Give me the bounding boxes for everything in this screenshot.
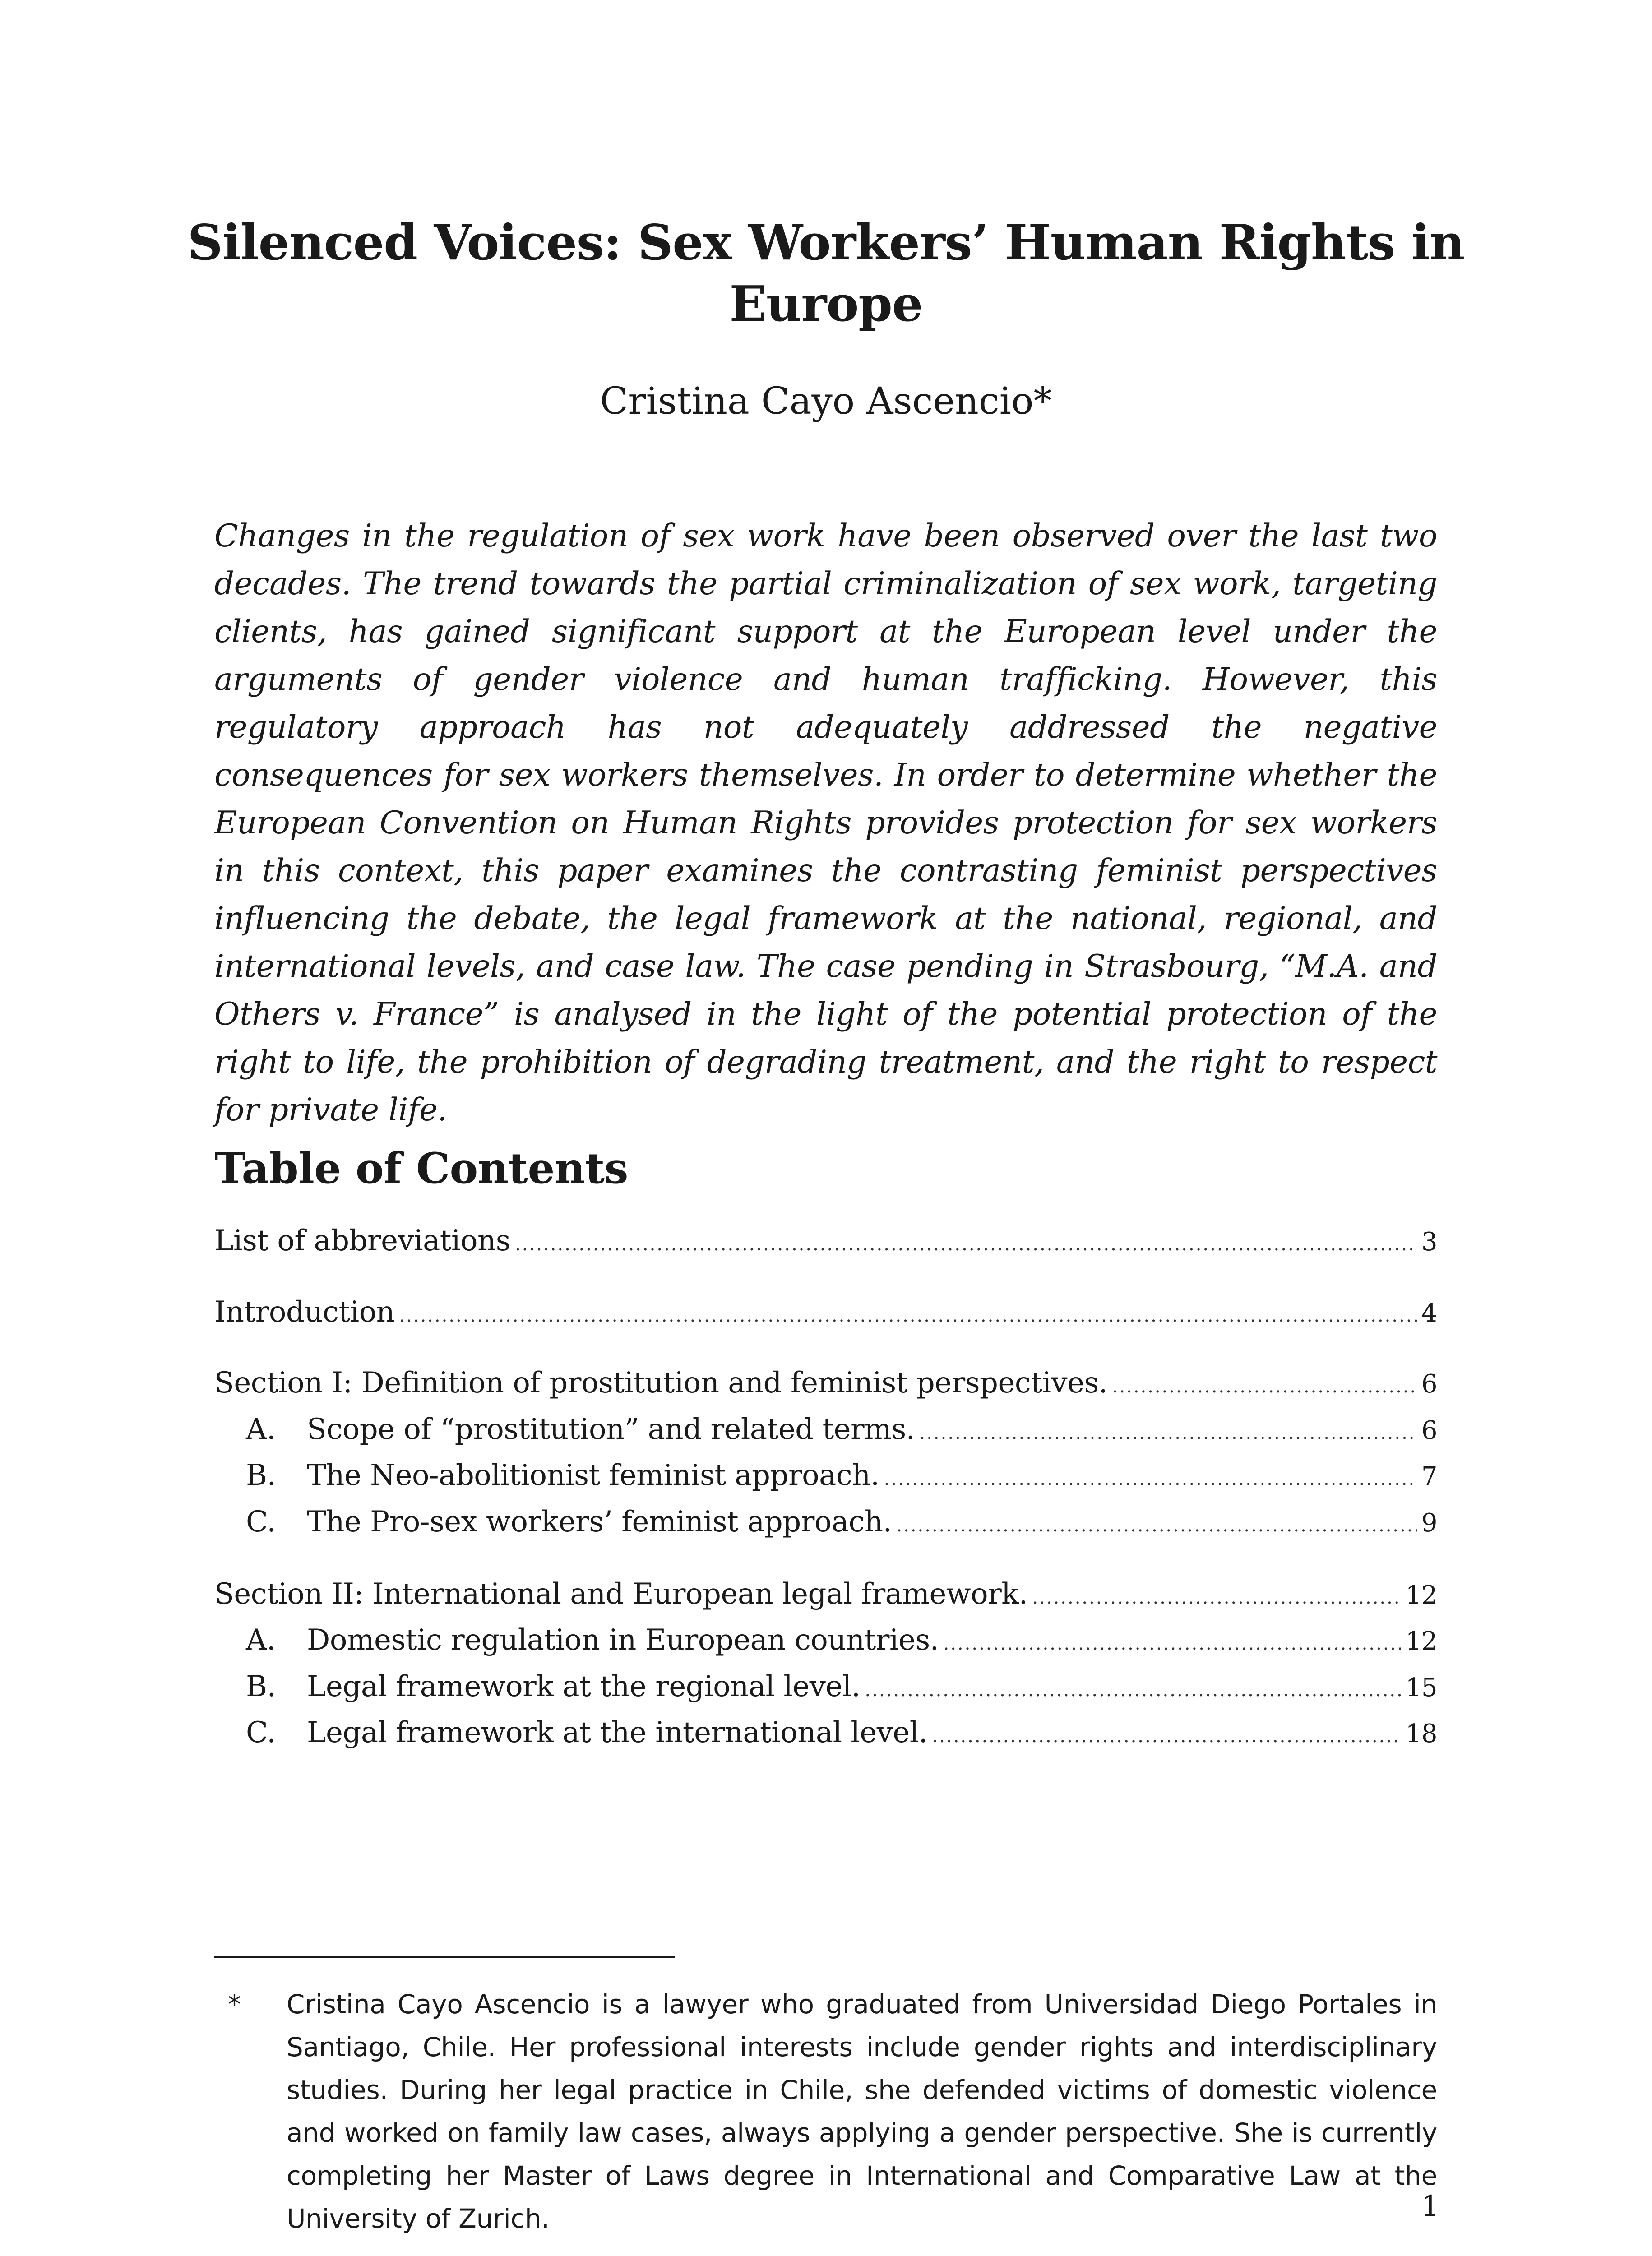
toc-entry-letter: B. — [246, 1670, 276, 1703]
toc-entry-section-2-b[interactable] — [214, 1664, 1437, 1709]
toc-entry-page: 18 — [1405, 1719, 1437, 1748]
toc-entry-list-of-abbreviations[interactable] — [214, 1218, 1437, 1263]
toc-leader-dots — [944, 1621, 1401, 1666]
toc-entry-text: Domestic regulation in European countries. — [307, 1623, 939, 1657]
toc-entry-introduction[interactable] — [214, 1290, 1437, 1335]
toc-entry-section-1-b[interactable] — [214, 1453, 1437, 1498]
footnote-text: Cristina Cayo Ascencio is a lawyer who graduated from Universidad Diego Portales in Santiago, Chile. Her professional interests include gender rights and interdisciplinary studies. During her legal practice in Chile, she defended victims of domestic violence and worked on family law cases, always applying a gender perspective. She is currently completing her Master of Laws degree in International and Comparative Law at the University of Zurich. — [287, 1989, 1437, 2234]
toc-entry-page: 3 — [1421, 1227, 1437, 1257]
toc-leader-dots — [865, 1668, 1401, 1713]
toc-entry-letter: A. — [246, 1413, 276, 1446]
paper-title: Silenced Voices: Sex Workers’ Human Rights in Europe — [187, 214, 1465, 333]
toc-entry-text: Scope of “prostitution” and related terms. — [307, 1413, 915, 1446]
toc-entry-section-1-c[interactable] — [214, 1499, 1437, 1544]
abstract-paragraph: Changes in the regulation of sex work have been observed over the last two decades. The trend towards the partial criminalization of sex work, targeting clients, has gained significant support at the European level under the arguments of gender violence and human trafficking. However, this regulatory approach has not adequately addressed the negative consequences for sex workers themselves. In order to determine whether the European Convention on Human Rights provides protection for sex workers in this context, this paper examines the contrasting feminist perspectives influencing the debate, the legal framework at the national, regional, and international levels, and case law. The case pending in Strasbourg, “M.A. and Others v. France” is analysed in the light of the potential protection of the right to life, the prohibition of degrading treatment, and the right to respect for private life. — [214, 518, 1437, 1128]
toc-leader-dots — [896, 1503, 1416, 1548]
toc-heading: Table of Contents — [214, 1144, 628, 1193]
toc-leader-dots — [1112, 1364, 1417, 1409]
toc-leader-dots — [884, 1456, 1417, 1502]
toc-entry-text: List of abbreviations — [214, 1224, 511, 1257]
toc-leader-dots — [399, 1293, 1417, 1338]
toc-leader-dots — [920, 1410, 1417, 1456]
toc-entry-section-1-a[interactable] — [214, 1407, 1437, 1452]
toc-entry-page: 15 — [1405, 1673, 1437, 1702]
toc-entry-letter: C. — [246, 1716, 276, 1749]
toc-leader-dots — [515, 1222, 1417, 1267]
toc-entry-page: 12 — [1405, 1581, 1437, 1610]
toc-entry-text: Section I: Definition of prostitution and feminist perspectives. — [214, 1366, 1108, 1400]
toc-entry-section-2-c[interactable] — [214, 1710, 1437, 1755]
toc-entry-page: 9 — [1421, 1508, 1437, 1538]
toc-entry-letter: A. — [246, 1623, 276, 1657]
toc-leader-dots — [932, 1714, 1401, 1759]
toc-entry-page: 6 — [1421, 1369, 1437, 1399]
toc-entry-text: Section II: International and European legal framework. — [214, 1577, 1028, 1611]
toc-entry-section-2[interactable] — [214, 1572, 1437, 1617]
toc-entry-page: 12 — [1405, 1627, 1437, 1656]
toc-entry-text: Legal framework at the regional level. — [307, 1670, 861, 1703]
toc-entry-letter: C. — [246, 1505, 276, 1539]
toc-entry-letter: B. — [246, 1459, 276, 1492]
toc-entry-text: The Neo-abolitionist feminist approach. — [307, 1459, 879, 1492]
toc-entry-text: The Pro-sex workers’ feminist approach. — [307, 1505, 892, 1539]
toc-entry-section-1[interactable] — [214, 1360, 1437, 1405]
footnote-mark: * — [228, 1989, 241, 2020]
toc-entry-text: Legal framework at the international level. — [307, 1716, 928, 1749]
toc-entry-page: 6 — [1421, 1416, 1437, 1445]
toc-leader-dots — [1032, 1575, 1401, 1620]
toc-entry-page: 4 — [1421, 1299, 1437, 1328]
toc-entry-text: Introduction — [214, 1295, 395, 1329]
author-name: Cristina Cayo Ascencio* — [600, 380, 1052, 423]
toc-entry-page: 7 — [1421, 1462, 1437, 1491]
toc-entry-section-2-a[interactable] — [214, 1618, 1437, 1663]
page-number: 1 — [1421, 2190, 1439, 2223]
footnote-separator — [214, 1956, 675, 1958]
